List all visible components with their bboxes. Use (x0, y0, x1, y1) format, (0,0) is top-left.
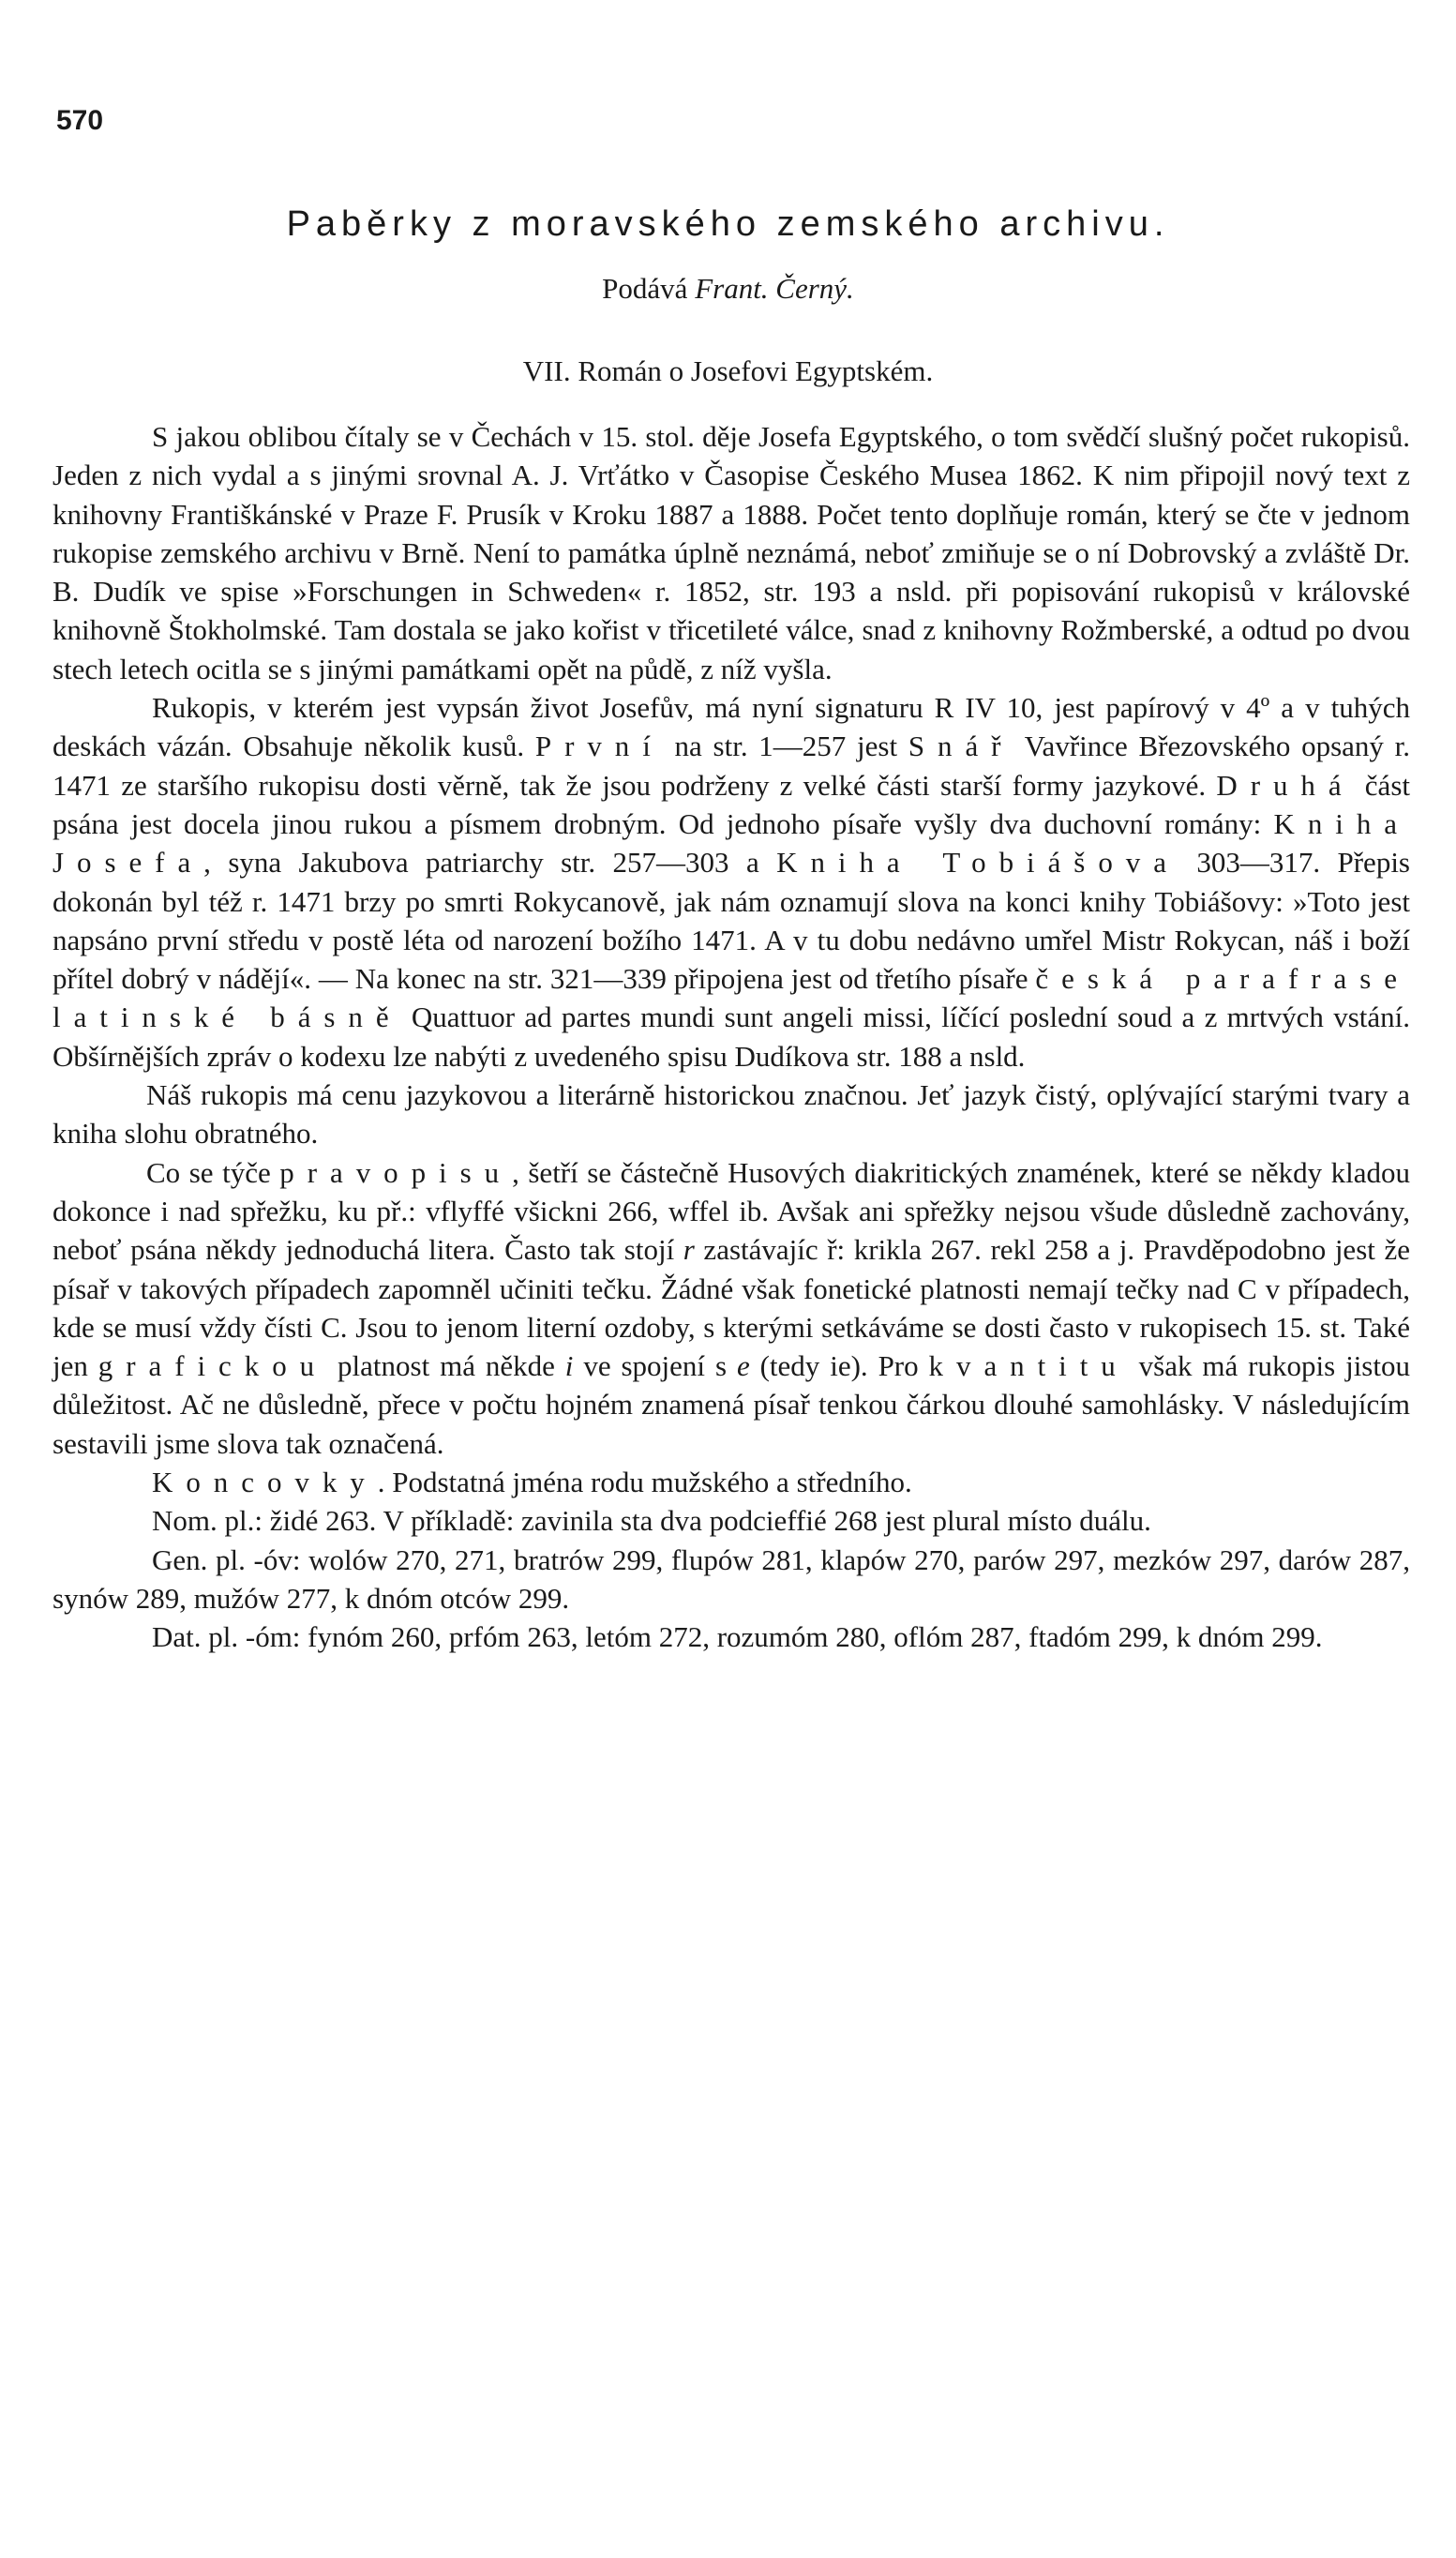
article-title: Paběrky z moravského zemského archivu. (286, 204, 1170, 244)
emphasis-graficky: grafickou (98, 1349, 328, 1383)
paragraph-intro: S jakou oblibou čítaly se v Čechách v 15. stol. děje Josefa Egyptského, o tom svědčí slušný počet rukopisů. Jeden z nich vydal a s jinými srovnal A. J. Vrťátko v Časopise Českého Musea 1862. K nim připojil nový text z knihovny Františkánské v Praze F. Prusík v Kroku 1887 a 1888. Počet tento doplňuje román, který se čte v jednom rukopise zemského archivu v Brně. Není to památka úplně neznámá, neboť zmiňuje se o ní Dobrovský a zvláště Dr. B. Dudík ve spise »Forschungen in Schweden« r. 1852, str. 193 a nsld. při popisování rukopisů v královské knihovně Štokholmské. Tam dostala se jako kořist v třicetileté válce, snad z knihovny Rožmberské, a odtud po dvou stech letech ocitla se s jinými památkami opět na půdě, z níž vyšla. (53, 420, 1410, 685)
emphasis-kniha-tobiasova: Kniha Tobiášova (776, 846, 1179, 880)
italic-e: e (736, 1349, 750, 1383)
byline-author: Frant. Černý. (695, 272, 854, 305)
paragraph-value: Náš rukopis má cenu jazykovou a literárně historickou značnou. Jeť jazyk čistý, oplývající starými tvary a kniha slohu obratného. (53, 1078, 1410, 1151)
emphasis-kniha-josefa: Kniha Josefa (53, 806, 1410, 880)
emphasis-second: Druhá (1216, 768, 1355, 802)
paragraph-manuscript: Rukopis, v kterém jest vypsán život Josefův, má nyní signaturu R IV 10, jest papírový v 4º a v tuhých deskách vázán. Obsahuje několik kusů. První na str. 1—257 jest Snář Vavřince Březovského opsaný r. 1471 ze staršího rukopisu dosti věrně, tak že jsou podrženy z velké části starší formy jazykové. Druhá část psána jest docela jinou rukou a písmem drobným. Od jednoho písaře vyšly dva duchovní romány: Kniha Josefa, syna Jakubova patriarchy str. 257—303 a Kniha Tobiášova 303—317. Přepis dokonán byl též r. 1471 brzy po smrti Rokycanově, jak nám oznamují slova na konci knihy Tobiášovy: »Toto jest napsáno první středu v postě léta od narození božího 1471. A v tu dobu nedávno umřel Mistr Rokycan, náš i boží přítel dobrý v nádějí«. — Na konec na str. 321—339 připojena jest od třetího písaře česká parafrase latinské básně Quattuor ad partes mundi sunt angeli missi, líčící poslední soud a z mrtvých vstání. Obšírnějších zpráv o kodexu lze nabýti z uvedeného spisu Dudíkova str. 188 a nsld. (53, 691, 1411, 1073)
emphasis-snar: Snář (908, 730, 1014, 763)
emphasis-pravopis: pravopisu (279, 1155, 513, 1189)
italic-i: i (564, 1349, 574, 1383)
paragraph-nom-pl: Nom. pl.: židé 263. V příkladě: zavinila sta dva podcieffié 268 jest plural místo duálu. (152, 1504, 1151, 1538)
paragraph-endings: Koncovky. Podstatná jména rodu mužského a středního. (152, 1466, 912, 1499)
emphasis-koncovky: Koncovky (152, 1466, 378, 1499)
emphasis-first: První (534, 730, 664, 763)
article-body (53, 417, 1410, 1657)
paragraph-gen-pl: Gen. pl. -óv: wolów 270, 271, bratrów 299, flupów 281, klapów 270, parów 297, mezków 297, darów 287, synów 289, mužów 277, k dnóm otców 299. (53, 1542, 1410, 1615)
byline (0, 272, 1456, 306)
page-number: 570 (56, 105, 104, 136)
section-heading: VII. Román o Josefovi Egyptském. (522, 354, 934, 387)
italic-r: r (683, 1233, 695, 1267)
paragraph-dat-pl: Dat. pl. -óm: fynóm 260, prfóm 263, letóm 272, rozumóm 280, oflóm 287, ftadóm 299, k dnóm 299. (152, 1620, 1323, 1654)
emphasis-kvantita: kvantitu (928, 1349, 1129, 1383)
emphasis-parafrase: česká parafrase latinské básně (53, 962, 1410, 1034)
paragraph-orthography: Co se týče pravopisu, šetří se částečně Husových diakritických znamének, které se někdy kladou dokonce i nad spřežku, ku př.: vflyffé všickni 266, wffel ib. Avšak ani spřežky nejsou všude důsledně zachovány, neboť psána někdy jednoduchá litera. Často tak stojí r zastávajíc ř: krikla 267. rekl 258 a j. Pravděpodobno jest že písař v takových případech zapomněl učiniti tečku. Žádné však fonetické platnosti nemají tečky nad C v případech, kde se musí vždy čísti C. Jsou to jenom literní ozdoby, s kterými setkáváme se dosti často v rukopisech 15. st. Také jen grafickou platnost má někde i ve spojení s e (tedy ie). Pro kvantitu však má rukopis jistou důležitost. Ač ne důsledně, přece v počtu hojném znamená písař tenkou čárkou dlouhé samohlásky. V následujícím sestavili jsme slova tak označená. (53, 1155, 1410, 1460)
byline-prefix: Podává (602, 272, 696, 305)
